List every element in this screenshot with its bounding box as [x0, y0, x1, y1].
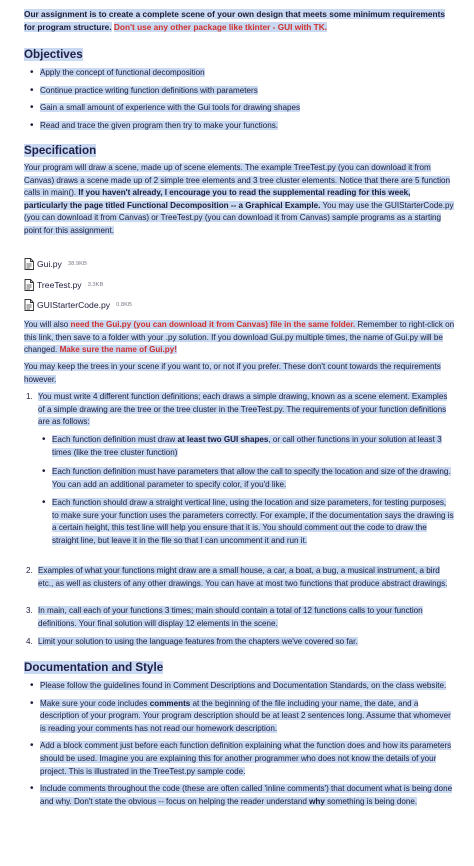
sub-item-parameters: • Each function definition must have parameters that allow the call to specify the location and size of the drawing. You can add an additional parameter to specify color, if you'd like.: [52, 466, 454, 491]
file-link-guistartercode[interactable]: [24, 298, 132, 312]
list-item: • Please follow the guidelines found in Comment Descriptions and Documentation Standards, on the class website.: [24, 680, 456, 693]
objectives-list: [24, 67, 456, 132]
list-item: • Make sure your code includes comments at the beginning of the file including your name, the date, and a description of your program. Your program description should be at least 2 sentences long. Assume that whomever is reading your comments has not read our homework description.: [24, 698, 456, 736]
list-item: • Continue practice writing function definitions with parameters: [24, 85, 456, 98]
file-name: GUIStarterCode.py: [37, 299, 111, 310]
documentation-heading: Documentation and Style: [24, 661, 164, 674]
sub-item-test-line: • Each function should draw a straight vertical line, using the location and size parameters, for testing purposes, to make sure your function uses the parameters correctly. For example, if the documentation says the drawing is a certain height, this test line will help you ensure that it is. You should comment out the code to draw the straight line, but leave it in the file so that I can uncomment it and run it.: [52, 497, 454, 547]
file-size: 38.9KB: [67, 260, 87, 267]
requirement-item-4: 4. Limit your solution to using the language features from the chapters we've covered so far.: [26, 637, 358, 646]
file-link-gui[interactable]: [24, 257, 87, 271]
documentation-list: [24, 680, 456, 808]
list-item: • Add a block comment just before each function definition explaining what the function does and how its parameters should be used. Imagine you are explaining this for another programmer who does not know the details of your project. This is illustrated in the TreeTest.py sample code.: [24, 740, 456, 778]
gui-file-link[interactable]: need the Gui.py (you can download it from Canvas) file in the same folder.: [70, 320, 356, 329]
list-item: • Read and trace the given program then try to make your functions.: [24, 120, 456, 133]
file-link-treetest[interactable]: [24, 278, 103, 292]
list-item: • Apply the concept of functional decomposition: [24, 67, 456, 80]
file-name: Gui.py: [37, 258, 62, 269]
document-icon: [24, 279, 34, 291]
requirement-item-3: 3. In main, call each of your functions 3 times; main should contain a total of 12 functions calls to your function definitions. Your final solution will display 12 elements in the scene.: [26, 606, 423, 628]
requirement-item-1: 1. You must write 4 different function definitions; each draws a simple drawing, known as a scene element. Examples of a simple drawing are the tree or the tree cluster in the TreeTest.py. The requirements of your function definitions are as follows:: [26, 392, 448, 427]
specification-paragraph: Your program will draw a scene, made up of scene elements. The example TreeTest.py (you can download it from Canvas) draws a scene made up of 2 simple tree elements and 3 tree cluster elements. Notice that there are 5 function calls in main(). If you haven't already, I encourage you to read the supplemental reading for this week, particularly the page titled Functional Decomposition -- a Graphical Example. You may use the GUIStarterCode.py (you can download it from Canvas) or TreeTest.py (you can download it from Canvas) sample programs as a starting point for this assignment.: [24, 163, 454, 235]
document-icon: [24, 258, 34, 270]
specification-heading: Specification: [24, 144, 97, 157]
document-icon: [24, 299, 34, 311]
intro-warning: Don't use any other package like tkinter - GUI with TK.: [113, 21, 328, 32]
intro-paragraph: [24, 8, 452, 34]
trees-paragraph: You may keep the trees in your scene if you want to, or not if you prefer. These don't count towards the requirements however.: [24, 362, 441, 384]
file-name: TreeTest.py: [37, 279, 82, 290]
sub-item-shapes: • Each function definition must draw at least two GUI shapes, or call other functions in your solution at least 3 times (like the tree cluster function): [52, 434, 454, 459]
list-item: • Gain a small amount of experience with the Gui tools for drawing shapes: [24, 102, 456, 115]
file-size: 3.3KB: [87, 281, 104, 288]
gui-file-paragraph: You will also need the Gui.py (you can download it from Canvas) file in the same folder. Remember to right-click on this link, then save to a folder with your .py solution. If you download Gui.py multiple times, the name of Gui.py will be changed. Make sure the name of Gui.py!: [24, 320, 455, 355]
list-item: • Include comments throughout the code (these are often called 'inline comments') that document what is being done and why. Don't state the obvious -- focus on helping the reader understand why something is being done.: [24, 783, 456, 808]
file-size: 0.8KB: [116, 301, 132, 308]
requirement-item-2: 2. Examples of what your functions might draw are a small house, a car, a boat, a bug, a musical instrument, a bird etc., as well as clusters of any other drawings. You can have at most two functions that produce abstract drawings.: [26, 566, 448, 588]
intro-text: Our assignment is to create a complete scene of your own design that meets some minimum requirements for program structure.: [24, 9, 445, 32]
objectives-heading: Objectives: [24, 48, 83, 61]
